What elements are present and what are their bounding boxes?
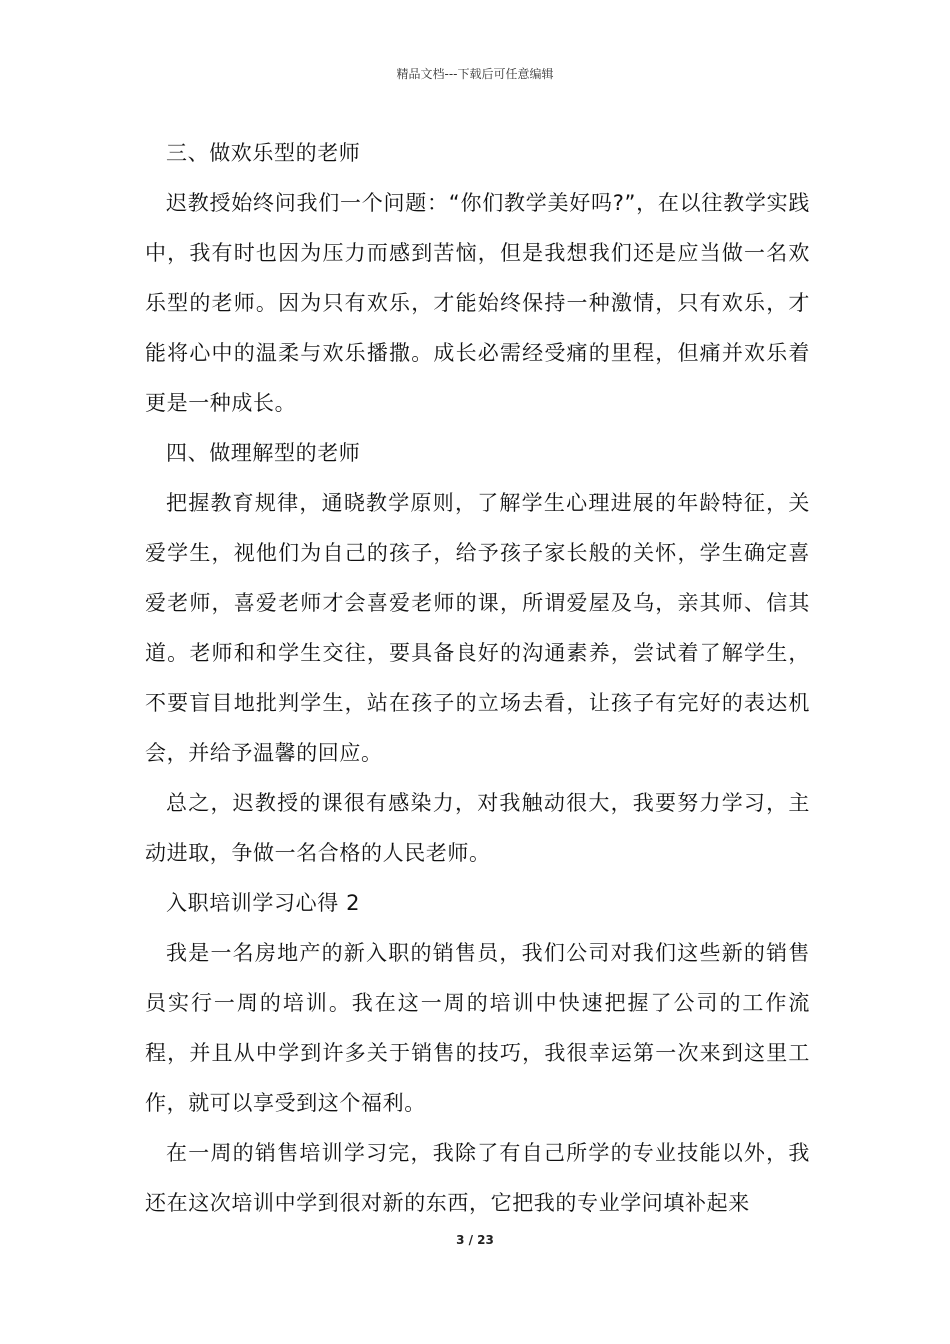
heading-section-four: 四、做理解型的老师 — [166, 441, 361, 465]
page-number: 3 / 23 — [456, 1233, 494, 1247]
paragraph-sales-training: 在一周的销售培训学习完，我除了有自己所学的专业技能以外，我还在这次培训中学到很对新的东西，它把我的专业学问填补起来 — [145, 1141, 810, 1215]
paragraph-happy-teacher: 迟教授始终问我们一个问题：“你们教学美好吗?”，在以往教学实践中，我有时也因为压力而感到苦恼，但是我想我们还是应当做一名欢乐型的老师。因为只有欢乐，才能始终保持一种激情，只有欢乐，才能将心中的温柔与欢乐播撒。成长必需经受痛的里程，但痛并欢乐着更是一种成长。 — [145, 191, 810, 415]
document-body — [145, 128, 810, 1228]
paragraph-understanding-teacher: 把握教育规律，通晓教学原则，了解学生心理进展的年龄特征，关爱学生，视他们为自己的孩子，给予孩子家长般的关怀，学生确定喜爱老师，喜爱老师才会喜爱老师的课，所谓爱屋及乌，亲其师、信其道。老师和和学生交往，要具备良好的沟通素养，尝试着了解学生，不要盲目地批判学生，站在孩子的立场去看，让孩子有完好的表达机会，并给予温馨的回应。 — [145, 491, 810, 765]
page-header: 精品文档---下载后可任意编辑 — [396, 67, 554, 81]
paragraph-sales-intro: 我是一名房地产的新入职的销售员，我们公司对我们这些新的销售员实行一周的培训。我在这一周的培训中快速把握了公司的工作流程，并且从中学到许多关于销售的技巧，我很幸运第一次来到这里工作，就可以享受到这个福利。 — [145, 941, 810, 1115]
section-title-training-2: 入职培训学习心得 2 — [166, 891, 361, 915]
heading-section-three: 三、做欢乐型的老师 — [166, 141, 361, 165]
paragraph-summary: 总之，迟教授的课很有感染力，对我触动很大，我要努力学习，主动进取，争做一名合格的人民老师。 — [145, 791, 810, 865]
